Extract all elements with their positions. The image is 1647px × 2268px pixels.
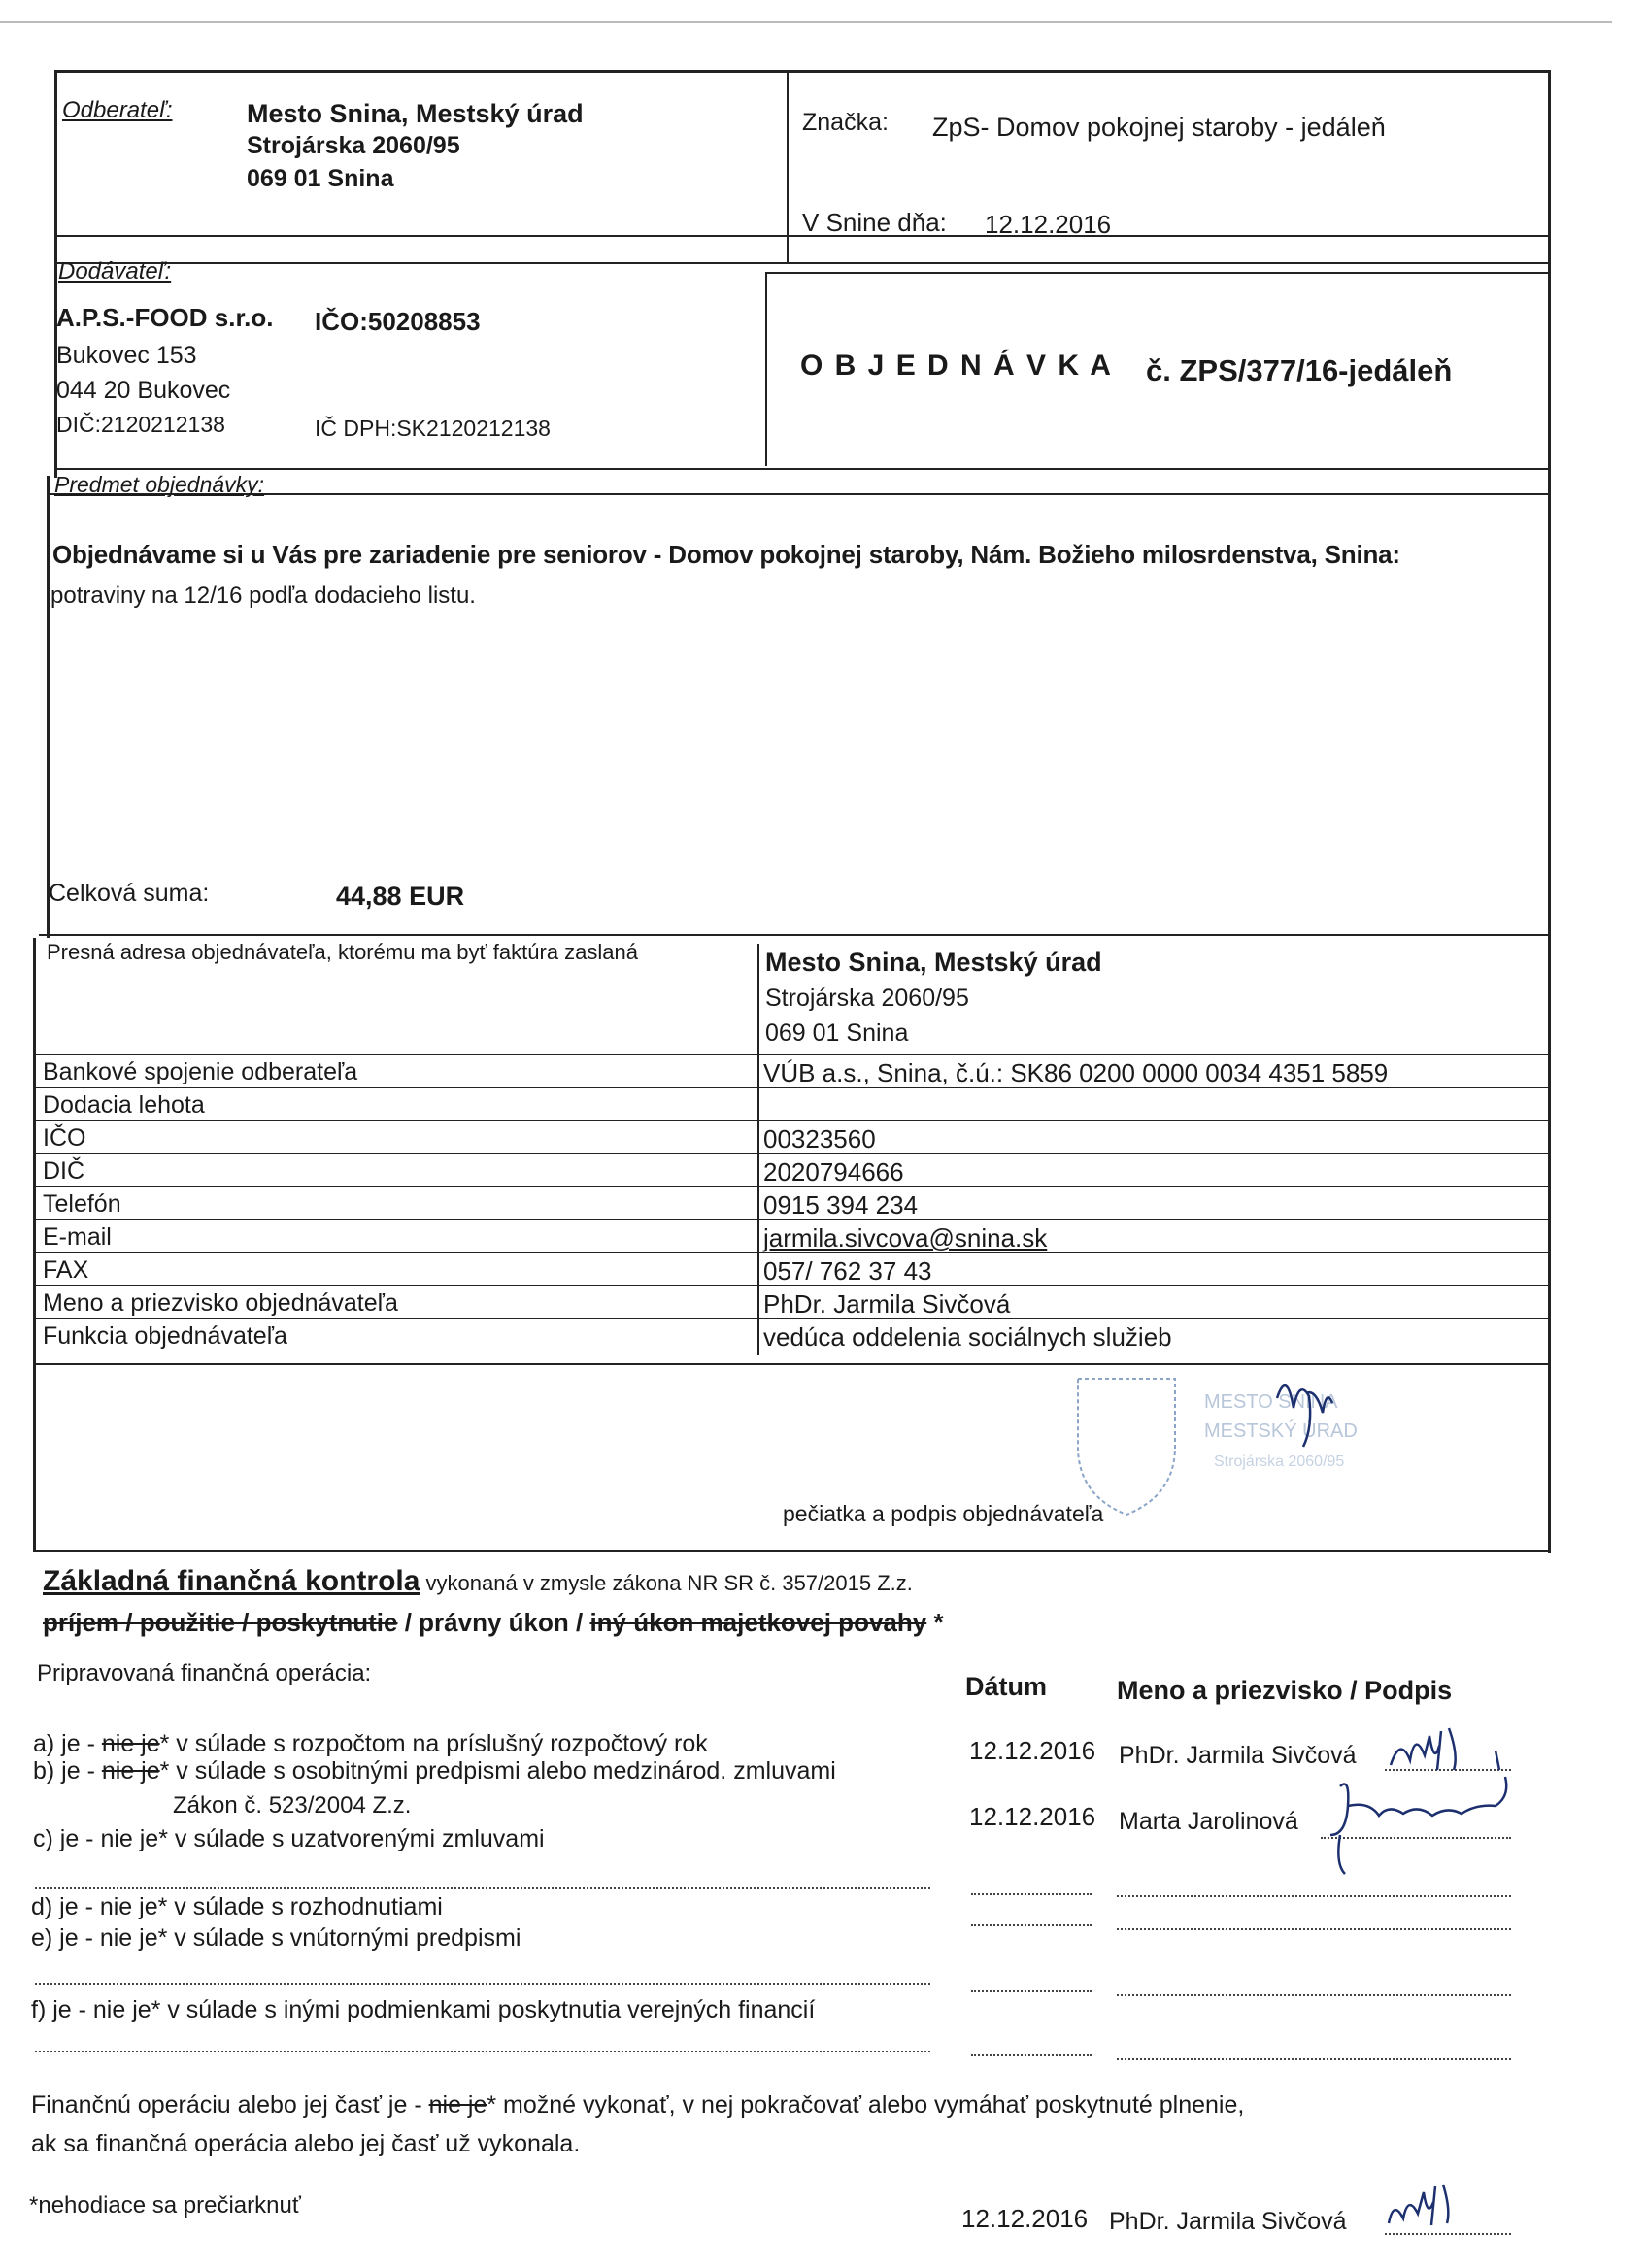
sign2-name: Marta Jarolinová (1119, 1808, 1298, 1835)
row-divider (35, 1318, 1550, 1319)
blank-name-2 (1117, 1928, 1511, 1930)
supplier-ico: IČO:50208853 (315, 307, 481, 336)
blank-date-3 (971, 1990, 1092, 1992)
subject-headline: Objednávame si u Vás pre zariadenie pre seniorov - Domov pokojnej staroby, Nám. Božieho milosrdenstva, Snina: (52, 540, 1400, 569)
invoice-name: Mesto Snina, Mestský úrad (765, 948, 1102, 977)
row-divider (35, 1087, 1550, 1088)
row-divider (35, 1054, 1550, 1055)
subject-label: Predmet objednávky: (54, 472, 265, 497)
item-b-post: * v súlade s osobitnými predpismi alebo medzinárod. zmluvami (159, 1757, 836, 1784)
order-title: O B J E D N Á V K A (800, 350, 1113, 382)
total-label: Celková suma: (49, 880, 210, 907)
svg-text:Strojárska 2060/95: Strojárska 2060/95 (1214, 1453, 1345, 1470)
item-b-pre: b) je - (33, 1757, 102, 1784)
odberatel-street: Strojárska 2060/95 (247, 132, 460, 159)
item-a-post: * v súlade s rozpočtom na príslušný rozpočtový rok (159, 1730, 708, 1757)
col-date-header: Dátum (965, 1672, 1048, 1701)
row-divider (35, 1252, 1550, 1253)
control-title-rest: vykonaná v zmysle zákona NR SR č. 357/2015 Z.z. (420, 1571, 913, 1595)
svg-text:MESTSKÝ ÚRAD: MESTSKÝ ÚRAD (1204, 1420, 1358, 1442)
subject-top (47, 493, 1550, 495)
control-title-line (43, 1565, 913, 1598)
sign2-date: 12.12.2016 (969, 1802, 1096, 1831)
row-value: VÚB a.s., Snina, č.ú.: SK86 0200 0000 0034 4351 5859 (763, 1058, 1389, 1087)
footnote: *nehodiace sa prečiarknuť (29, 2192, 301, 2218)
final-name: PhDr. Jarmila Sivčová (1109, 2208, 1347, 2235)
control-title: Základná finančná kontrola (43, 1565, 420, 1597)
row-label: FAX (43, 1256, 89, 1284)
supplier-divider-v (765, 272, 767, 466)
supplier-ic-dph: IČ DPH:SK2120212138 (315, 416, 551, 441)
order-number: č. ZPS/377/16-jedáleň (1146, 353, 1453, 387)
stamp-caption: pečiatka a podpis objednávateľa (783, 1501, 1104, 1526)
final-date: 12.12.2016 (961, 2204, 1089, 2233)
blank-name-3 (1117, 1994, 1511, 1996)
header-divider-h2 (54, 262, 1550, 264)
row-divider (35, 1219, 1550, 1220)
blank-date-1 (971, 1893, 1092, 1895)
blank-date-4 (971, 2054, 1092, 2056)
control-strike1: príjem / použitie / poskytnutie (43, 1608, 398, 1637)
row-value: 0915 394 234 (763, 1190, 919, 1219)
blank-name-4 (1117, 2058, 1511, 2060)
supplier-dic: DIČ:2120212138 (56, 412, 225, 437)
item-c-dots (35, 1887, 930, 1889)
item-a (33, 1730, 708, 1758)
final-line2: ak sa finančná operácia alebo jej časť už vykonala. (31, 2130, 581, 2157)
supplier-divider-h (767, 272, 1550, 274)
top-rule (0, 21, 1612, 23)
znacka-value: ZpS- Domov pokojnej staroby - jedáleň (932, 113, 1386, 142)
invoice-divider-v (757, 944, 759, 1355)
final-strike: nie je (428, 2091, 487, 2118)
row-label: Dodacia lehota (43, 1091, 205, 1118)
total-bottom (39, 934, 1550, 936)
signature-jarolinova (1311, 1767, 1525, 1884)
item-b-law: Zákon č. 523/2004 Z.z. (173, 1792, 412, 1818)
row-label: Bankové spojenie odberateľa (43, 1058, 358, 1085)
item-b (33, 1757, 836, 1785)
row-value: PhDr. Jarmila Sivčová (763, 1289, 1011, 1318)
row-divider (35, 1285, 1550, 1286)
frame-left-lower (47, 476, 50, 938)
invoice-label: Presná adresa objednávateľa, ktorému ma byť faktúra zaslaná (47, 940, 639, 964)
supplier-city: 044 20 Bukovec (56, 377, 231, 404)
prepared-label: Pripravovaná finančná operácia: (37, 1660, 372, 1686)
date-value: 12.12.2016 (985, 210, 1112, 239)
odberatel-city: 069 01 Snina (247, 165, 394, 192)
signature-sivcova-2 (1379, 2175, 1496, 2243)
row-value: 2020794666 (763, 1157, 904, 1186)
row-label: E-mail (43, 1223, 112, 1251)
svg-text:MESTO SNINA: MESTO SNINA (1204, 1391, 1338, 1413)
col-name-header: Meno a priezvisko / Podpis (1117, 1676, 1453, 1705)
item-e-dots (35, 1983, 930, 1984)
row-value: vedúca oddelenia sociálnych služieb (763, 1322, 1172, 1351)
frame-bottom (33, 1550, 1551, 1552)
item-d: d) je - nie je* v súlade s rozhodnutiami (31, 1893, 443, 1920)
stamp-image (1068, 1369, 1457, 1544)
blank-date-2 (971, 1924, 1092, 1926)
row-label: Telefón (43, 1190, 121, 1217)
row-label: DIČ (43, 1157, 85, 1184)
item-a-pre: a) je - (33, 1730, 102, 1757)
row-value: 057/ 762 37 43 (763, 1256, 932, 1285)
sign1-date: 12.12.2016 (969, 1736, 1096, 1765)
row-divider (35, 1120, 1550, 1121)
item-a-strike: nie je (101, 1730, 160, 1757)
row-label: IČO (43, 1124, 86, 1151)
row-label: Meno a priezvisko objednávateľa (43, 1289, 398, 1317)
control-line2 (43, 1608, 944, 1638)
frame-top (54, 70, 1550, 73)
supplier-street: Bukovec 153 (56, 342, 197, 369)
row-divider (35, 1153, 1550, 1154)
subject-text: potraviny na 12/16 podľa dodacieho listu. (50, 583, 476, 609)
supplier-name: A.P.S.-FOOD s.r.o. (56, 303, 274, 332)
total-value: 44,88 EUR (336, 882, 465, 911)
item-f-dots (35, 2051, 930, 2052)
frame-left-bottom (33, 938, 36, 1550)
supplier-bottom (54, 468, 1550, 470)
control-line2-mid: / právny úkon / (397, 1608, 590, 1637)
invoice-city: 069 01 Snina (765, 1019, 909, 1047)
control-strike2: iný úkon majetkovej povahy (589, 1608, 927, 1637)
blank-name-1 (1117, 1895, 1511, 1897)
row-value: 00323560 (763, 1124, 876, 1153)
item-b-strike: nie je (101, 1757, 160, 1784)
item-c: c) je - nie je* v súlade s uzatvorenými zmluvami (33, 1825, 545, 1852)
supplier-label: Dodávateľ: (58, 258, 172, 284)
odberatel-name: Mesto Snina, Mestský úrad (247, 99, 584, 128)
row-value[interactable]: jarmila.sivcova@snina.sk (763, 1223, 1048, 1252)
item-e: e) je - nie je* v súlade s vnútornými predpismi (31, 1924, 521, 1951)
row-divider (35, 1186, 1550, 1187)
frame-right (1548, 70, 1551, 1553)
final-post: * možné vykonať, v nej pokračovať alebo vymáhať poskytnuté plnenie, (487, 2091, 1245, 2118)
row-label: Funkcia objednávateľa (43, 1322, 287, 1350)
final-pre: Finančnú operáciu alebo jej časť je - (31, 2091, 429, 2118)
sign1-name: PhDr. Jarmila Sivčová (1119, 1742, 1357, 1769)
znacka-label: Značka: (802, 109, 889, 136)
date-label: V Snine dňa: (802, 208, 947, 237)
final-line1 (31, 2091, 1244, 2119)
invoice-street: Strojárska 2060/95 (765, 984, 969, 1012)
control-line2-end: * (926, 1608, 944, 1637)
stamp-top (33, 1363, 1550, 1365)
odberatel-label: Odberateľ: (62, 97, 173, 123)
item-f: f) je - nie je* v súlade s inými podmienkami poskytnutia verejných financií (31, 1996, 816, 2023)
